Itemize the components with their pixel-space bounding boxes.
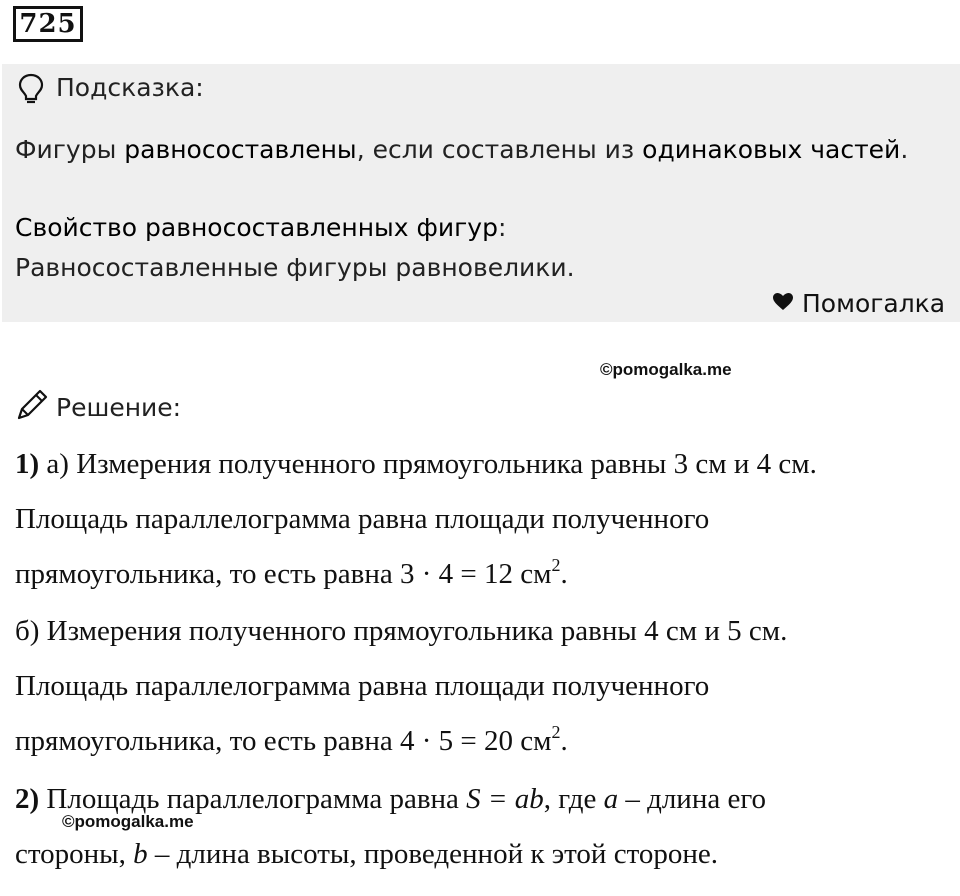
solution-line-1: 1) а) Измерения полученного прямоугольника равны 3 см и 4 см.: [15, 448, 817, 480]
hint-line-2: Свойство равносоставленных фигур:: [15, 213, 507, 242]
solution-line-3: прямоугольника, то есть равна 3 · 4 = 12 $см^2$.: [15, 555, 568, 590]
pencil-icon: [15, 388, 49, 422]
hint-line-3: Равносоставленные фигуры равновелики.: [15, 253, 575, 282]
brand-label: Помогалка: [802, 289, 946, 318]
hint-panel: [2, 64, 960, 322]
hint-line-1: Фигуры равносоставлены, если составлены из одинаковых частей.: [15, 135, 909, 164]
solution-line-8: стороны, b – длина высоты, проведенной к этой стороне.: [15, 838, 719, 870]
heart-icon: [772, 292, 794, 312]
lightbulb-icon: [16, 72, 46, 106]
solution-line-7: 2) Площадь параллелограмма равна S = ab, где a – длина его: [15, 783, 767, 815]
watermark-bottom: ©pomogalka.me: [62, 812, 194, 831]
solution-line-6: прямоугольника, то есть равна 4 · 5 = 20 $см^2$.: [15, 722, 568, 757]
solution-line-2: Площадь параллелограмма равна площади полученного: [15, 503, 710, 535]
hint-title: Подсказка:: [56, 73, 204, 102]
solution-line-5: Площадь параллелограмма равна площади полученного: [15, 670, 710, 702]
task-number: 725: [13, 6, 83, 42]
solution-title: Решение:: [56, 393, 182, 422]
watermark-top: ©pomogalka.me: [600, 360, 732, 379]
solution-line-4: б) Измерения полученного прямоугольника равны 4 см и 5 см.: [15, 615, 788, 647]
